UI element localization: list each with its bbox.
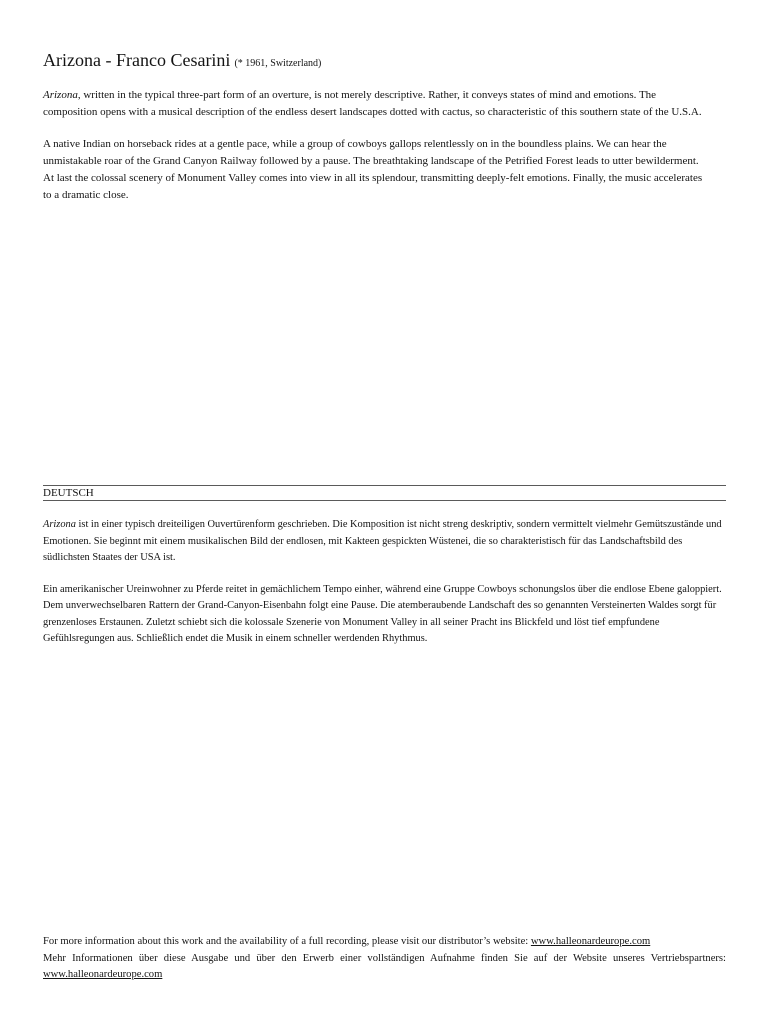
title-text: Arizona - Franco Cesarini [43, 50, 231, 70]
english-paragraph-1 [43, 87, 703, 120]
distributor-link-en[interactable]: www.halleonardeurope.com [530, 936, 651, 947]
composer-dates: (* 1961, Switzerland) [234, 58, 322, 69]
footer-german-text: Mehr Informationen über diese Ausgabe und über den Erwerb einer vollständigen Aufnahme finden Sie auf der Website unseres Vertriebspartners: [43, 952, 726, 964]
german-section [43, 517, 728, 663]
german-paragraph-1-text: ist in einer typisch dreiteiligen Ouvertürenform geschrieben. Die Komposition ist nicht streng deskriptiv, sondern vermittelt vielmehr Gemütszustände und Emotionen. Sie beginnt mit einem musikalischen Bild der endlosen, mit Kakteen gespickten Wüstenei, die so charakteristisch für das Landschaftsbild des südlichsten Staates der USA ist. [43, 519, 722, 563]
german-paragraph-1 [43, 517, 728, 567]
page-title [43, 50, 703, 71]
footer-english-text: For more information about this work and the availability of a full recording, please visit our distributor’s website: [43, 936, 531, 947]
german-paragraph-2: Ein amerikanischer Ureinwohner zu Pferde reitet in gemächlichem Tempo einher, während eine Gruppe Cowboys schonungslos über die endlose Ebene galoppiert. Dem unverwechselbaren Rattern der Grand-Canyon-Eisenbahn folgt eine Pause. Die atemberaubende Landschaft des so genannten Versteinerten Waldes sorgt für grenzenloses Erstaunen. Zuletzt schiebt sich die kolossale Szenerie von Monument Valley in all seiner Pracht ins Blickfeld und löst tief empfundene Gefühlsregungen aus. Schließlich endet die Musik in einem schneller werdenden Rhythmus. [43, 583, 722, 644]
german-section-heading: DEUTSCH [43, 485, 726, 501]
english-section [43, 50, 703, 219]
work-title-italic-de: Arizona [43, 519, 76, 530]
footer-english [43, 934, 726, 951]
footer-info [43, 934, 726, 984]
work-title-italic: Arizona [43, 89, 78, 101]
english-paragraph-1-text: , written in the typical three-part form of an overture, is not merely descriptive. Rather, it conveys states of mind and emotions. The composition opens with a musical description of the endless desert landscapes dotted with cactus, so characteristic of this southern state of the U.S.A. [43, 89, 702, 118]
footer-german [43, 951, 726, 984]
english-paragraph-2: A native Indian on horseback rides at a gentle pace, while a group of cowboys gallops relentlessly on in the boundless plains. We can hear the unmistakable roar of the Grand Canyon Railway followed by a pause. The breathtaking landscape of the Petrified Forest leads to utter bewilderment. At last the colossal scenery of Monument Valley comes into view in all its splendour, transmitting deeply-felt emotions. Finally, the music accelerates to a dramatic close. [43, 138, 703, 201]
distributor-link-de[interactable]: www.halleonardeurope.com [43, 969, 163, 981]
